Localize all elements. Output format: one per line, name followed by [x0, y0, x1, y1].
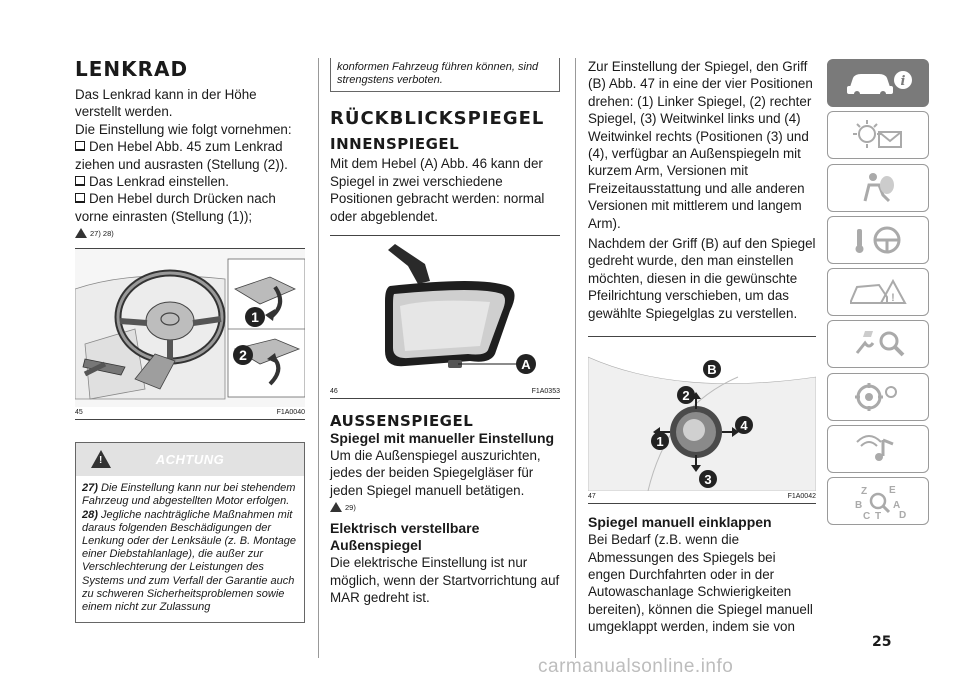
mirror-knob-illustration [588, 337, 816, 491]
paragraph-innen: Mit dem Hebel (A) Abb. 46 kann der Spiegel in zwei verschiedene Positionen gebracht werden: normal oder abgeblendet. [330, 156, 545, 224]
index-letter: A [893, 500, 901, 512]
figure-46-caption [330, 385, 560, 399]
figure-code: F1A0042 [787, 493, 816, 501]
figure-47-caption [588, 490, 816, 504]
column-mirrors [330, 58, 560, 606]
watermark-text: carmanualsonline.info [538, 656, 734, 677]
tab-safety[interactable] [827, 164, 929, 212]
warning-refs [330, 502, 560, 512]
warning-triangle-icon [330, 502, 342, 512]
paragraph-fold: Bei Bedarf (z.B. wenn die Abmessungen des Spiegels bei engen Durchfahrten oder in der Autowaschanlage Schwierigkeiten bereiten), können die Spiegel manuell umgeklappt werden, indem sie von [588, 532, 813, 635]
callout-4-label: 4 [740, 418, 748, 434]
start-drive-icon [843, 223, 913, 257]
warning-continuation: konformen Fahrzeug führen können, sind strengstens verboten. [330, 58, 560, 92]
index-letter: C [863, 511, 871, 522]
warning-title: ACHTUNG [155, 452, 225, 468]
section-title-mirrors: RÜCKBLICKSPIEGEL [330, 108, 545, 130]
subsection-title-fold: Spiegel manuell einklappen [588, 514, 772, 531]
column-steering [75, 58, 305, 623]
warning-item-28-text: Jegliche nachträgliche Maßnahmen mit daraus folgenden Beschädigungen der Lenkung oder der Lenksäule (z. B. Montage einer Diebstahlanlage), die außer zur Verschlechterung der Leistungen des Systems und zum Verfall der Garantie auch zu schweren Sicherheitsproblemen sowie einem nicht zur Zulassung [82, 508, 297, 614]
subsection-title-manual: Spiegel mit manueller Einstellung [330, 430, 555, 447]
figure-number: 46 [330, 388, 338, 396]
index-letter: Z [861, 486, 868, 498]
figure-code: F1A0353 [531, 388, 560, 396]
tab-start-drive[interactable] [827, 216, 929, 264]
warning-box [75, 442, 305, 623]
figure-46 [330, 235, 560, 385]
column-divider [575, 58, 576, 658]
warning-refs [75, 228, 305, 238]
tab-multimedia[interactable] [827, 425, 929, 473]
warning-triangle-icon [75, 228, 87, 238]
figure-code: F1A0040 [276, 409, 305, 417]
tab-car-info[interactable] [827, 59, 929, 107]
warning-ref-text: 29) [345, 503, 356, 513]
callout-b-label: B [707, 362, 717, 378]
multimedia-icon [843, 432, 913, 466]
warning-item-28-number: 28) [82, 508, 98, 521]
section-title-lenkrad: LENKRAD [75, 57, 189, 81]
paragraph-electric: Die elektrische Einstellung ist nur möglich, wenn der Startvorrichtung auf MAR gedreht ist. [330, 555, 560, 606]
figure-number: 47 [588, 493, 596, 501]
step-2: Das Lenkrad einstellen. [75, 173, 305, 190]
warning-item-27 [82, 482, 298, 508]
subsection-title-aussen: AUSSENSPIEGEL [330, 412, 474, 431]
figure-45 [75, 248, 305, 406]
index-letter: E [889, 485, 896, 497]
figure-47 [588, 336, 816, 490]
paragraph-manual: Um die Außenspiegel auszurichten, jedes der beiden Spiegelgläser für jeden Spiegel manuell betätigen. [330, 448, 541, 498]
subsection-title-innen: INNENSPIEGEL [330, 135, 460, 154]
tab-technical-data[interactable] [827, 373, 929, 421]
rearview-mirror-illustration [330, 236, 560, 386]
warning-ref-text: 27) 28) [90, 229, 114, 239]
steering-wheel-illustration [75, 249, 305, 407]
tab-maintenance[interactable] [827, 320, 929, 368]
warning-box-header [76, 443, 304, 476]
callout-1-label: 1 [656, 434, 664, 450]
maintenance-icon [843, 327, 913, 361]
car-info-icon [843, 68, 913, 98]
paragraph-intro: Das Lenkrad kann in der Höhe verstellt werden. [75, 87, 257, 120]
warning-item-27-number: 27) [82, 482, 98, 495]
paragraph-adjust: Zur Einstellung der Spiegel, den Griff (B) Abb. 47 in eine der vier Positionen drehen: (1) Linker Spiegel, (2) rechter Spiegel, (3) Weitwinkel links und (4) Weitwinkel rechts (Positionen (3) und (4), verfügbar an Außenspiegeln mit kurzem Arm, Versionen mit Freizeitausstattung und alle anderen Versionen mit mittlerem und langem Arm). [588, 59, 813, 231]
svg-text:!: ! [891, 292, 895, 305]
step-1-cont: ziehen und ausrasten (Stellung (2)). [75, 156, 288, 172]
figure-45-caption [75, 406, 305, 420]
chapter-tabs [827, 59, 929, 530]
technical-data-icon [843, 380, 913, 414]
column-divider [318, 58, 319, 658]
index-letter: T [875, 511, 882, 522]
step-3-cont: vorne einrasten (Stellung (1)); [75, 208, 253, 224]
paragraph-steps-intro: Die Einstellung wie folgt vornehmen: [75, 121, 292, 137]
tab-emergency[interactable] [827, 268, 929, 316]
tab-warning-lights[interactable] [827, 111, 929, 159]
page-number: 25 [872, 634, 892, 650]
callout-1-label: 1 [251, 309, 259, 326]
index-letter: B [855, 500, 863, 512]
warning-icon: ! [91, 450, 111, 468]
paragraph-after-turn: Nachdem der Griff (B) auf den Spiegel gedreht wurde, den man einstellen möchten, diesen in die gewünschte Pfeilrichtung verschieben, um das gewählte Spiegelglas zu verstellen. [588, 236, 816, 321]
callout-a-label: A [521, 357, 531, 373]
callout-2-label: 2 [239, 347, 247, 364]
step-1: Den Hebel Abb. 45 zum Lenkrad [75, 138, 305, 155]
svg-text:i: i [900, 74, 906, 89]
figure-number: 45 [75, 409, 83, 417]
subsection-title-electric: Elektrisch verstellbare Außenspiegel [330, 520, 480, 554]
callout-3-label: 3 [704, 472, 712, 488]
step-3: Den Hebel durch Drücken nach [75, 190, 305, 207]
column-mirror-adjust [588, 58, 816, 636]
emergency-icon [843, 275, 913, 309]
callout-2-label: 2 [682, 388, 690, 404]
airbag-icon [843, 171, 913, 205]
index-letter: D [899, 510, 907, 522]
tab-index[interactable] [827, 477, 929, 525]
warning-body [76, 476, 304, 622]
warning-lights-icon [843, 118, 913, 152]
warning-item-27-text: Die Einstellung kann nur bei stehendem Fahrzeug und abgestellten Motor erfolgen. [82, 482, 296, 508]
index-icon [843, 481, 913, 521]
warning-item-28 [82, 509, 298, 615]
